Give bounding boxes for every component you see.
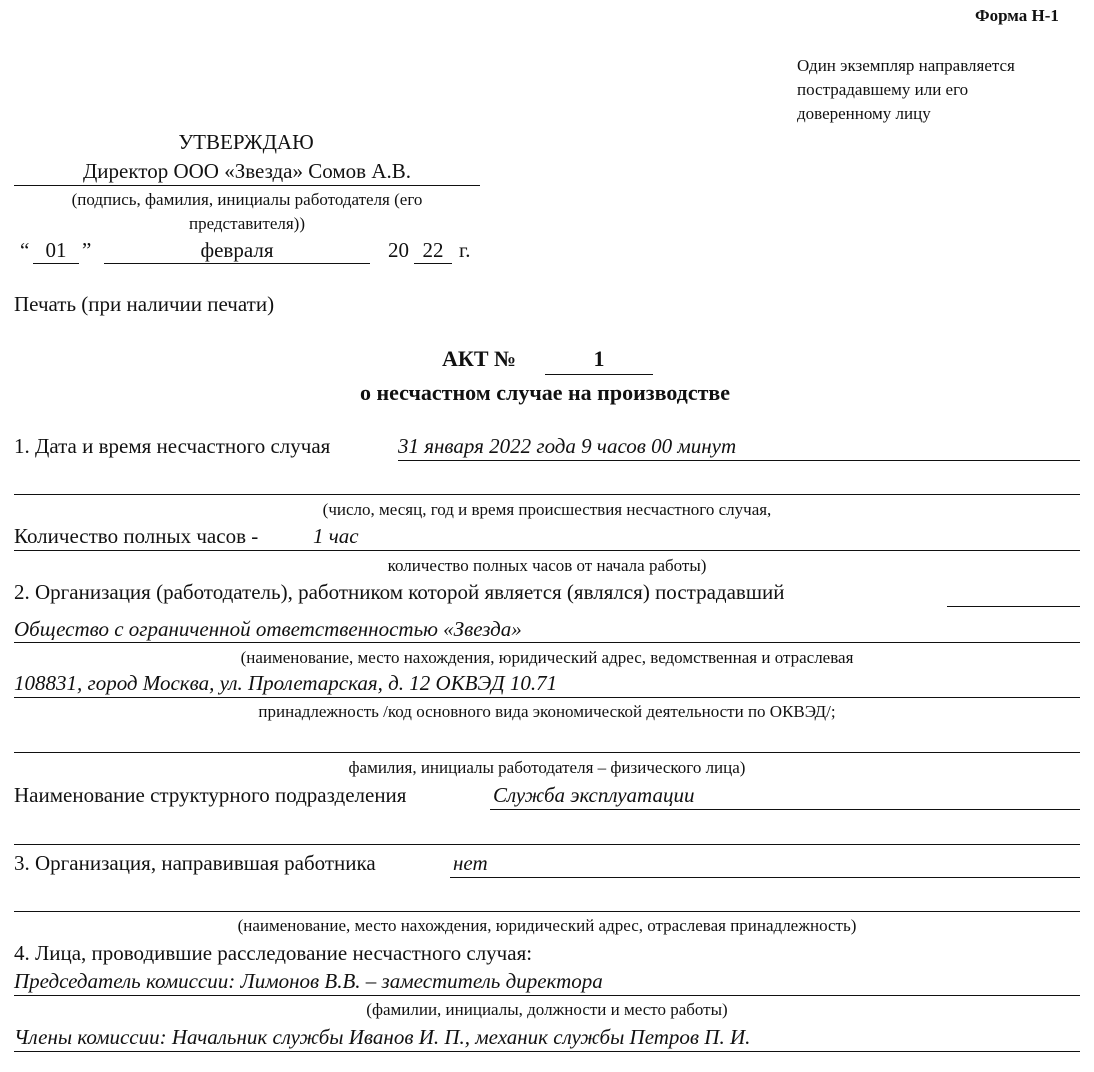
s2-blank-line (14, 752, 1080, 753)
copy-note-line: Один экземпляр направляется (797, 56, 1015, 75)
unit-blank-line (14, 844, 1080, 845)
s2-address-line (14, 697, 1080, 698)
s2-caption: (наименование, место нахождения, юридический адрес, ведомственная и отраслевая (240, 648, 854, 667)
s3-line (450, 877, 1080, 878)
act-subtitle: о несчастном случае на производстве (359, 380, 731, 405)
approve-day: 01 (45, 238, 67, 262)
copy-note-line: доверенному лицу (797, 104, 931, 123)
year-prefix: 20 (388, 238, 409, 262)
act-title-prefix: АКТ № (442, 346, 517, 371)
s2-address: 108831, город Москва, ул. Пролетарская, д. 12 ОКВЭД 10.71 (14, 671, 558, 695)
year-line (414, 263, 452, 264)
s3-caption: (наименование, место нахождения, юридический адрес, отраслевая принадлежность) (237, 916, 857, 935)
signer-caption: представителя)) (188, 214, 306, 233)
hours-label: Количество полных часов - (14, 524, 259, 548)
s1-blank-line (14, 494, 1080, 495)
approve-signer: Директор ООО «Звезда» Сомов А.В. (82, 159, 411, 183)
hours-value: 1 час (313, 524, 359, 548)
s1-value: 31 января 2022 года 9 часов 00 минут (398, 434, 737, 458)
day-line (33, 263, 79, 264)
unit-value: Служба эксплуатации (493, 783, 695, 807)
month-line (104, 263, 370, 264)
s1-label: 1. Дата и время несчастного случая (14, 434, 331, 458)
form-label: Форма Н-1 (975, 6, 1059, 25)
s2-label-line (947, 606, 1080, 607)
act-number-line (545, 374, 653, 375)
approve-title: УТВЕРЖДАЮ (178, 130, 314, 154)
year-abbr: г. (459, 238, 471, 262)
s1-value-line (398, 460, 1080, 461)
hours-caption: количество полных часов от начала работы) (387, 556, 707, 575)
signer-line (14, 185, 480, 186)
s2-caption: фамилия, инициалы работодателя – физического лица) (348, 758, 746, 777)
s4-chair: Председатель комиссии: Лимонов В.В. – заместитель директора (14, 969, 603, 993)
unit-label: Наименование структурного подразделения (14, 783, 407, 807)
s4-chair-line (14, 995, 1080, 996)
approve-month: февраля (200, 238, 274, 262)
unit-line (490, 809, 1080, 810)
quote-open: “ (20, 238, 30, 262)
s2-caption: принадлежность /код основного вида экономической деятельности по ОКВЭД/; (258, 702, 836, 721)
hours-line (14, 550, 1080, 551)
act-number: 1 (593, 346, 605, 371)
s4-label: 4. Лица, проводившие расследование несчастного случая: (14, 941, 533, 965)
s4-members: Члены комиссии: Начальник службы Иванов И. П., механик службы Петров П. И. (14, 1025, 751, 1049)
s1-caption: (число, месяц, год и время происшествия несчастного случая, (322, 500, 772, 519)
s3-value: нет (453, 851, 488, 875)
s4-members-line (14, 1051, 1080, 1052)
copy-note-line: пострадавшему или его (797, 80, 969, 99)
s2-label: 2. Организация (работодатель), работником которой является (являлся) пострадавший (14, 580, 785, 604)
s3-blank-line (14, 911, 1080, 912)
s2-org-line (14, 642, 1080, 643)
signer-caption: (подпись, фамилия, инициалы работодателя (его (71, 190, 423, 209)
seal-note: Печать (при наличии печати) (14, 292, 275, 316)
s2-org: Общество с ограниченной ответственностью «Звезда» (14, 617, 522, 641)
copy-note (797, 54, 1015, 126)
s4-caption: (фамилии, инициалы, должности и место работы) (366, 1000, 728, 1019)
year-suffix: 22 (422, 238, 444, 262)
quote-close: ” (82, 238, 92, 262)
s3-label: 3. Организация, направившая работника (14, 851, 376, 875)
